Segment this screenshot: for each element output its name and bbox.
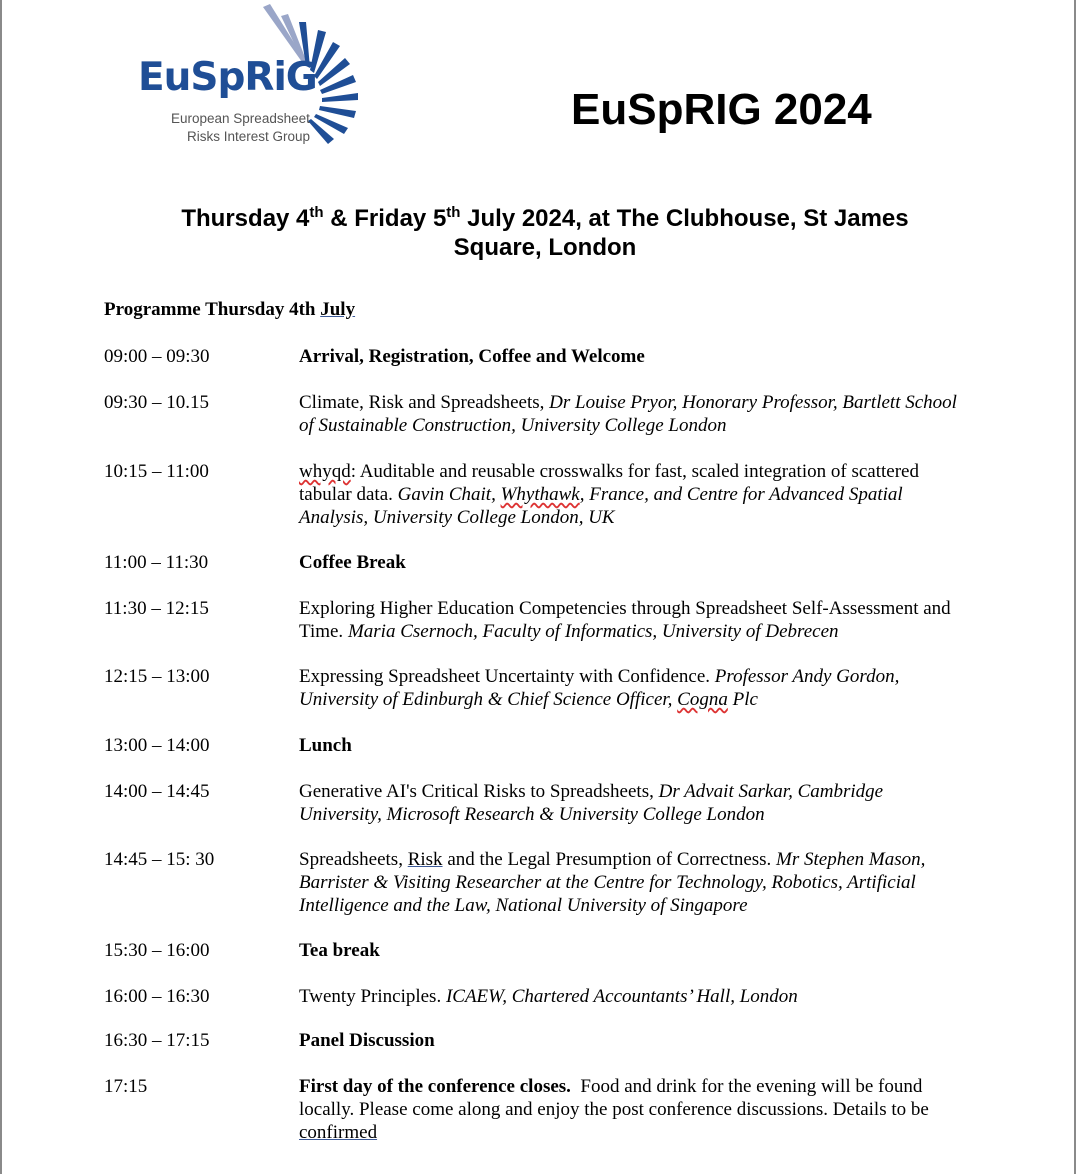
page-border-left xyxy=(0,0,2,1174)
session-speaker: Dr Advait Sarkar, Cambridge University, Microsoft Research & University College London xyxy=(299,781,884,825)
session-time: 11:00 – 11:30 xyxy=(104,552,209,573)
logo-tagline-line2: Risks Interest Group xyxy=(187,129,311,144)
session-title: Coffee Break xyxy=(299,552,406,573)
logo-ray xyxy=(319,106,356,118)
session-description xyxy=(299,460,964,529)
session-title: Tea break xyxy=(299,940,380,961)
subtitle-part: & Friday 5 xyxy=(323,205,447,232)
session-title: Lunch xyxy=(299,735,352,756)
spellcheck-flagged-word: Cogna xyxy=(677,689,728,710)
grammar-flagged-word: confirmed xyxy=(299,1122,378,1143)
session-description xyxy=(299,597,964,643)
page-border-right xyxy=(1074,0,1076,1174)
session-speaker: Professor Andy Gordon, University of Edinburgh & Chief Science Officer, xyxy=(299,666,900,710)
grammar-flagged-word: Risk xyxy=(407,849,443,870)
document-title: EuSpRIG 2024 xyxy=(571,85,872,134)
session-speaker: Maria Csernoch, Faculty of Informatics, University of Debrecen xyxy=(347,621,839,642)
session-time: 11:30 – 12:15 xyxy=(104,598,209,619)
session-title: First day of the conference closes. xyxy=(299,1076,571,1097)
session-description xyxy=(299,551,964,574)
session-description xyxy=(299,985,964,1008)
session-title: Panel Discussion xyxy=(299,1030,435,1051)
event-date-venue xyxy=(150,204,940,262)
session-speaker: ICAEW, Chartered Accountants’ Hall, London xyxy=(445,986,798,1007)
spellcheck-flagged-word: Whythawk xyxy=(500,484,580,505)
session-time: 10:15 – 11:00 xyxy=(104,461,209,482)
session-description xyxy=(299,665,964,711)
programme-heading-month: July xyxy=(320,299,356,320)
session-talk: Twenty Principles. xyxy=(299,986,446,1007)
session-time: 17:15 xyxy=(104,1076,148,1097)
session-talk: Generative AI's Critical Risks to Spreadsheets, xyxy=(299,781,659,802)
session-description xyxy=(299,345,964,368)
session-description xyxy=(299,848,964,917)
session-talk: Climate, Risk and Spreadsheets, xyxy=(299,392,550,413)
spellcheck-flagged-word: whyqd xyxy=(299,461,351,482)
session-title: Arrival, Registration, Coffee and Welcome xyxy=(299,346,645,367)
logo-tagline-line1: European Spreadsheet xyxy=(171,111,310,126)
session-speaker: Mr Stephen Mason, Barrister & Visiting Researcher at the Centre for Technology, Robotics, Artificial Intelligence and the Law, National University of Singapore xyxy=(299,849,926,916)
session-talk: Expressing Spreadsheet Uncertainty with Confidence. xyxy=(299,666,715,687)
session-description xyxy=(299,1029,964,1052)
session-time: 14:45 – 15: 30 xyxy=(104,849,215,870)
session-talk: Exploring Higher Education Competencies through Spreadsheet Self-Assessment and Time. xyxy=(299,598,951,642)
euspríg-logo xyxy=(132,2,382,152)
subtitle-part: July 2024, at The Clubhouse, St James Square, London xyxy=(453,205,909,261)
logo-wordmark: EuSpRiG xyxy=(138,55,317,100)
session-time: 12:15 – 13:00 xyxy=(104,666,210,687)
session-talk: Spreadsheets, xyxy=(299,849,408,870)
session-time: 16:30 – 17:15 xyxy=(104,1030,210,1051)
session-time: 16:00 – 16:30 xyxy=(104,986,210,1007)
session-time: 13:00 – 14:00 xyxy=(104,735,210,756)
session-speaker: , France, and Centre for Advanced Spatial Analysis, University College London, UK xyxy=(299,484,903,528)
programme-heading xyxy=(104,299,355,321)
session-time: 15:30 – 16:00 xyxy=(104,940,210,961)
session-talk: : Auditable and reusable crosswalks for fast, scaled integration of scattered tabular data. xyxy=(299,461,919,505)
programme-heading-text: Programme Thursday 4th xyxy=(104,299,321,320)
session-speaker: Gavin Chait, xyxy=(397,484,501,505)
session-description xyxy=(299,1075,964,1144)
session-time: 14:00 – 14:45 xyxy=(104,781,210,802)
session-speaker: Dr Louise Pryor, Honorary Professor, Bartlett School of Sustainable Construction, University College London xyxy=(299,392,957,436)
session-description xyxy=(299,780,964,826)
session-time: 09:00 – 09:30 xyxy=(104,346,210,367)
session-talk: Food and drink for the evening will be found locally. Please come along and enjoy the post conference discussions. Details to be xyxy=(299,1076,934,1120)
session-description xyxy=(299,939,964,962)
session-talk: and the Legal Presumption of Correctness. xyxy=(442,849,777,870)
session-speaker: Plc xyxy=(727,689,758,710)
subtitle-ordinal: th xyxy=(309,204,324,221)
session-description xyxy=(299,734,964,757)
subtitle-ordinal: th xyxy=(446,204,461,221)
subtitle-part: Thursday 4 xyxy=(181,205,310,232)
logo-ray xyxy=(322,93,358,102)
session-time: 09:30 – 10.15 xyxy=(104,392,210,413)
session-description xyxy=(299,391,964,437)
